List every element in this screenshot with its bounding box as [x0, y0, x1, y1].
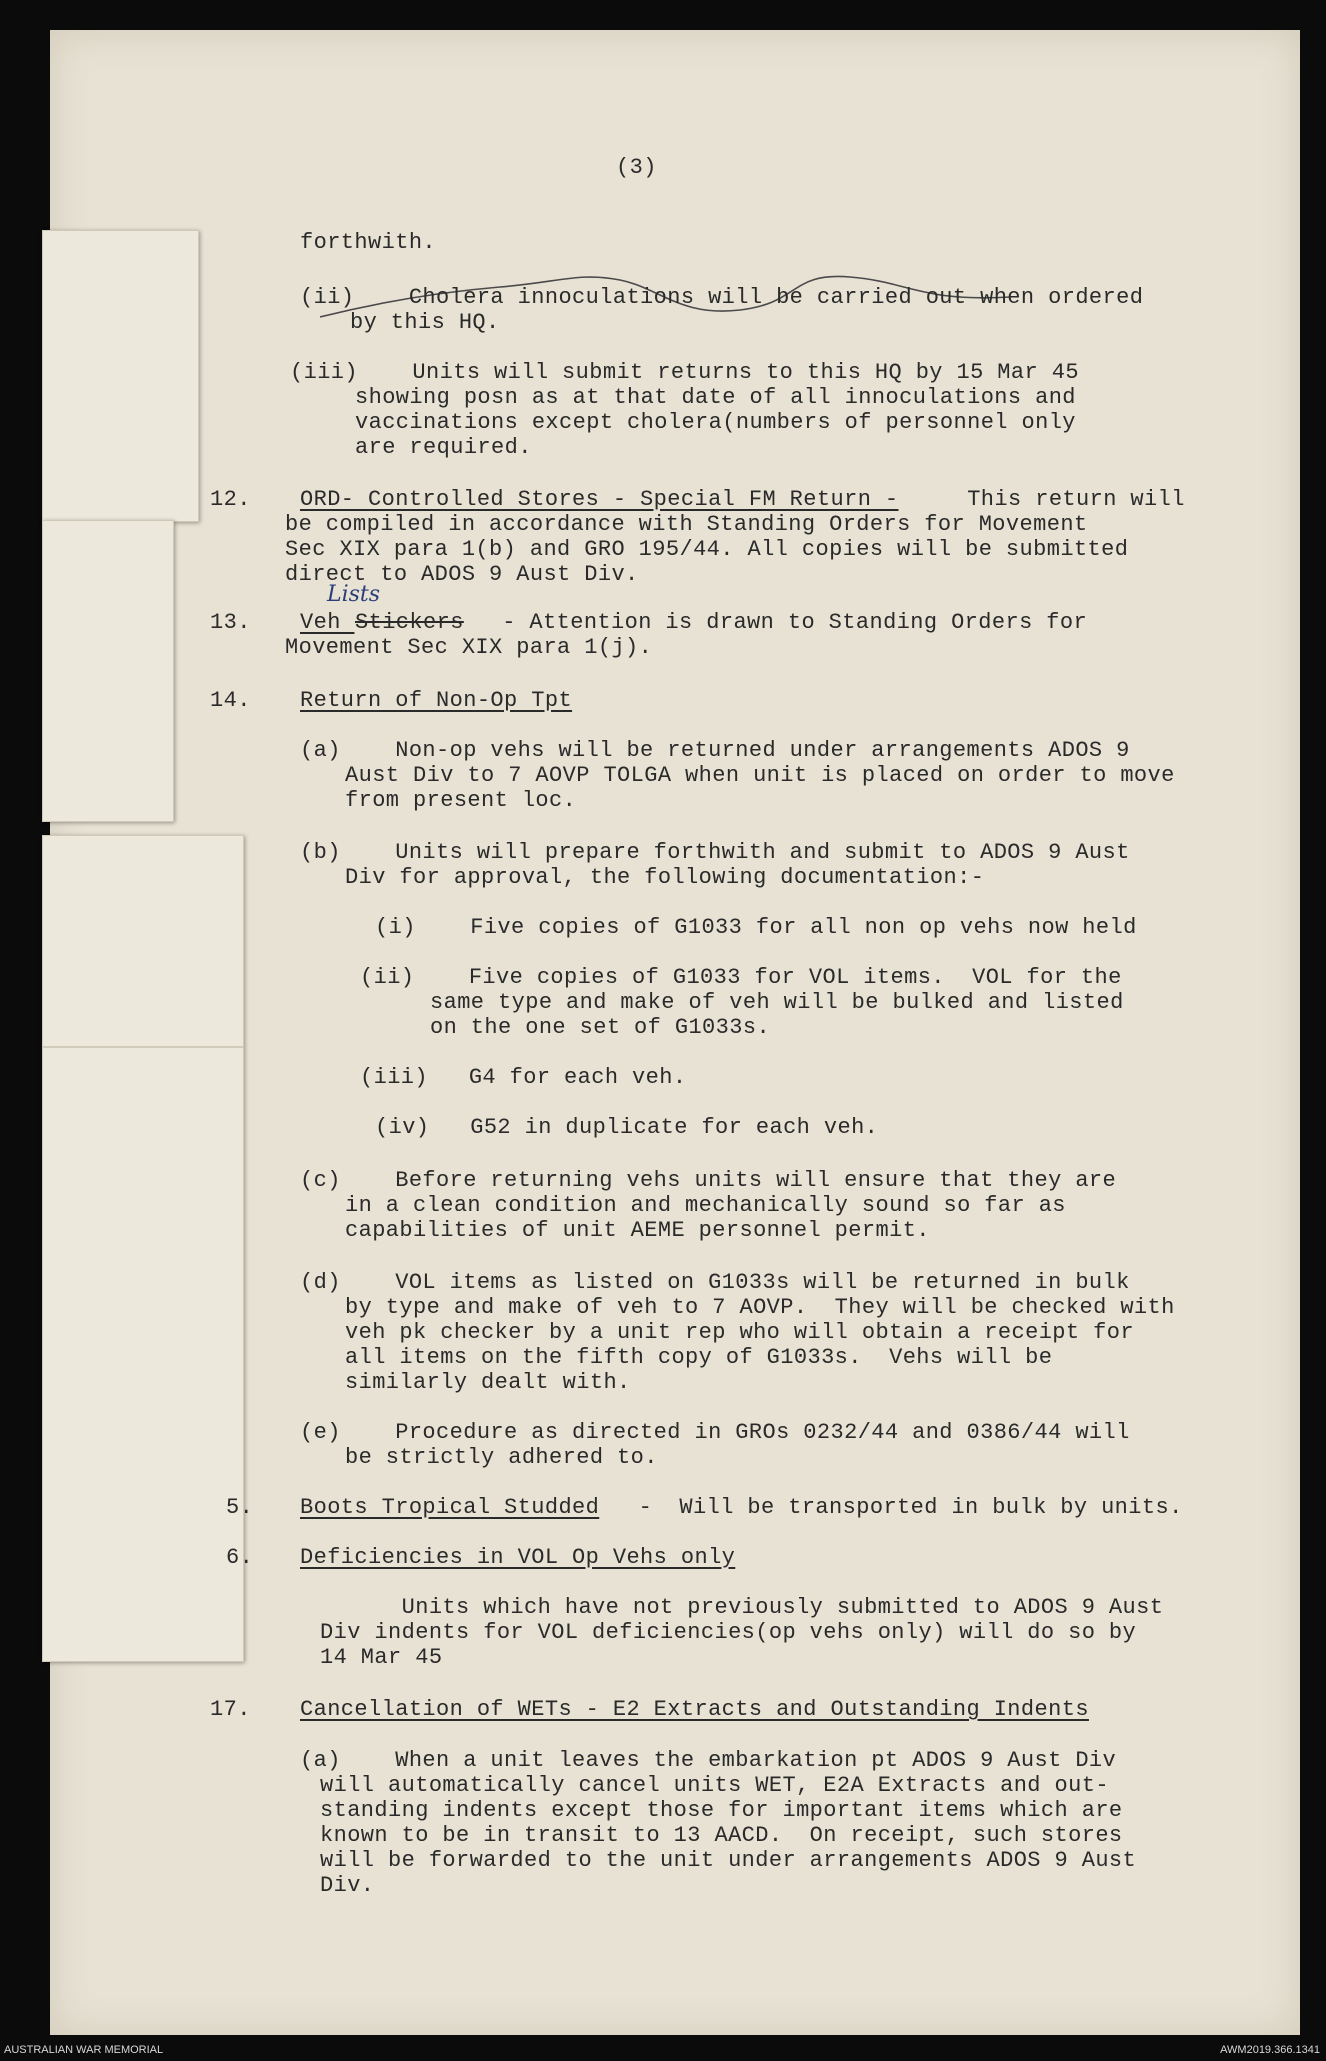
- attached-slip-top: [42, 230, 199, 522]
- text-line: standing indents except those for important items which are: [320, 1798, 1123, 1823]
- text-line: be strictly adhered to.: [345, 1445, 658, 1470]
- text-line: Div indents for VOL deficiencies(op vehs only) will do so by: [320, 1620, 1137, 1645]
- text-line: (c) Before returning vehs units will ensure that they are: [300, 1168, 1117, 1193]
- para-number-14: 14.: [210, 688, 251, 713]
- text-line: (iv) G52 in duplicate for each veh.: [375, 1115, 879, 1140]
- text-line: Sec XIX para 1(b) and GRO 195/44. All copies will be submitted: [285, 537, 1129, 562]
- text-line: This return will: [940, 487, 1185, 512]
- footer-credit: AUSTRALIAN WAR MEMORIAL: [4, 2044, 164, 2056]
- text-line: capabilities of unit AEME personnel permit.: [345, 1218, 930, 1243]
- para-heading-16: Deficiencies in VOL Op Vehs only: [300, 1545, 736, 1570]
- text-line: (ii) Cholera innoculations will be carried out when ordered: [300, 285, 1144, 310]
- text-line: from present loc.: [345, 788, 577, 813]
- handwritten-correction: Lists: [327, 582, 381, 607]
- text-line: Units which have not previously submitted to ADOS 9 Aust: [320, 1595, 1164, 1620]
- text-line: direct to ADOS 9 Aust Div.: [285, 562, 639, 587]
- text-line: by this HQ.: [350, 310, 500, 335]
- footer-accession-number: AWM2019.366.1341: [1220, 2044, 1320, 2056]
- text-line: - Will be transported in bulk by units.: [625, 1495, 1183, 1520]
- para-number-13: 13.: [210, 610, 251, 635]
- text-line: by type and make of veh to 7 AOVP. They will be checked with: [345, 1295, 1175, 1320]
- text-line: showing posn as at that date of all innoculations and: [355, 385, 1076, 410]
- para-number-12: 12.: [210, 487, 251, 512]
- text-line: (iii) Units will submit returns to this HQ by 15 Mar 45: [290, 360, 1079, 385]
- text-line: Aust Div to 7 AOVP TOLGA when unit is placed on order to move: [345, 763, 1175, 788]
- page-number: (3): [616, 155, 657, 180]
- text-line: (b) Units will prepare forthwith and submit to ADOS 9 Aust: [300, 840, 1130, 865]
- para-heading-13: Veh: [300, 610, 355, 635]
- text-line: (a) When a unit leaves the embarkation pt ADOS 9 Aust Div: [300, 1748, 1117, 1773]
- text-line: known to be in transit to 13 AACD. On receipt, such stores: [320, 1823, 1123, 1848]
- text-line: on the one set of G1033s.: [430, 1015, 771, 1040]
- text-line: veh pk checker by a unit rep who will obtain a receipt for: [345, 1320, 1134, 1345]
- para-heading-14: Return of Non-Op Tpt: [300, 688, 573, 713]
- text-line: all items on the fifth copy of G1033s. Vehs will be: [345, 1345, 1053, 1370]
- text-line: similarly dealt with.: [345, 1370, 631, 1395]
- text-line: same type and make of veh will be bulked and listed: [430, 990, 1124, 1015]
- para-heading-15: Boots Tropical Studded: [300, 1495, 600, 1520]
- text-line: be compiled in accordance with Standing Orders for Movement: [285, 512, 1088, 537]
- text-line: vaccinations except cholera(numbers of personnel only: [355, 410, 1076, 435]
- text-line: will automatically cancel units WET, E2A Extracts and out-: [320, 1773, 1109, 1798]
- text-line: forthwith.: [300, 230, 437, 255]
- attached-slip-middle: [42, 520, 174, 822]
- para-number-16: 6.: [226, 1545, 254, 1570]
- text-line: will be forwarded to the unit under arrangements ADOS 9 Aust: [320, 1848, 1137, 1873]
- para-number-17: 17.: [210, 1697, 251, 1722]
- text-line: (ii) Five copies of G1033 for VOL items. VOL for the: [360, 965, 1122, 990]
- para-heading-12: ORD- Controlled Stores - Special FM Return -: [300, 487, 899, 512]
- text-line: (a) Non-op vehs will be returned under arrangements ADOS 9: [300, 738, 1130, 763]
- text-line: (d) VOL items as listed on G1033s will be returned in bulk: [300, 1270, 1130, 1295]
- text-line: Div for approval, the following documentation:-: [345, 865, 985, 890]
- text-line: Movement Sec XIX para 1(j).: [285, 635, 653, 660]
- text-line: Div.: [320, 1873, 375, 1898]
- text-line: in a clean condition and mechanically sound so far as: [345, 1193, 1066, 1218]
- attached-slip-bottom: [42, 835, 244, 1662]
- text-line: (iii) G4 for each veh.: [360, 1065, 687, 1090]
- text-line: - Attention is drawn to Standing Orders for: [475, 610, 1088, 635]
- text-line: 14 Mar 45: [320, 1645, 443, 1670]
- para-heading-17: Cancellation of WETs - E2 Extracts and Outstanding Indents: [300, 1697, 1089, 1722]
- para-number-15: 5.: [226, 1495, 254, 1520]
- text-line: (e) Procedure as directed in GROs 0232/44 and 0386/44 will: [300, 1420, 1130, 1445]
- struck-word: Stickers: [355, 610, 464, 635]
- text-line: (i) Five copies of G1033 for all non op vehs now held: [375, 915, 1137, 940]
- text-line: are required.: [355, 435, 532, 460]
